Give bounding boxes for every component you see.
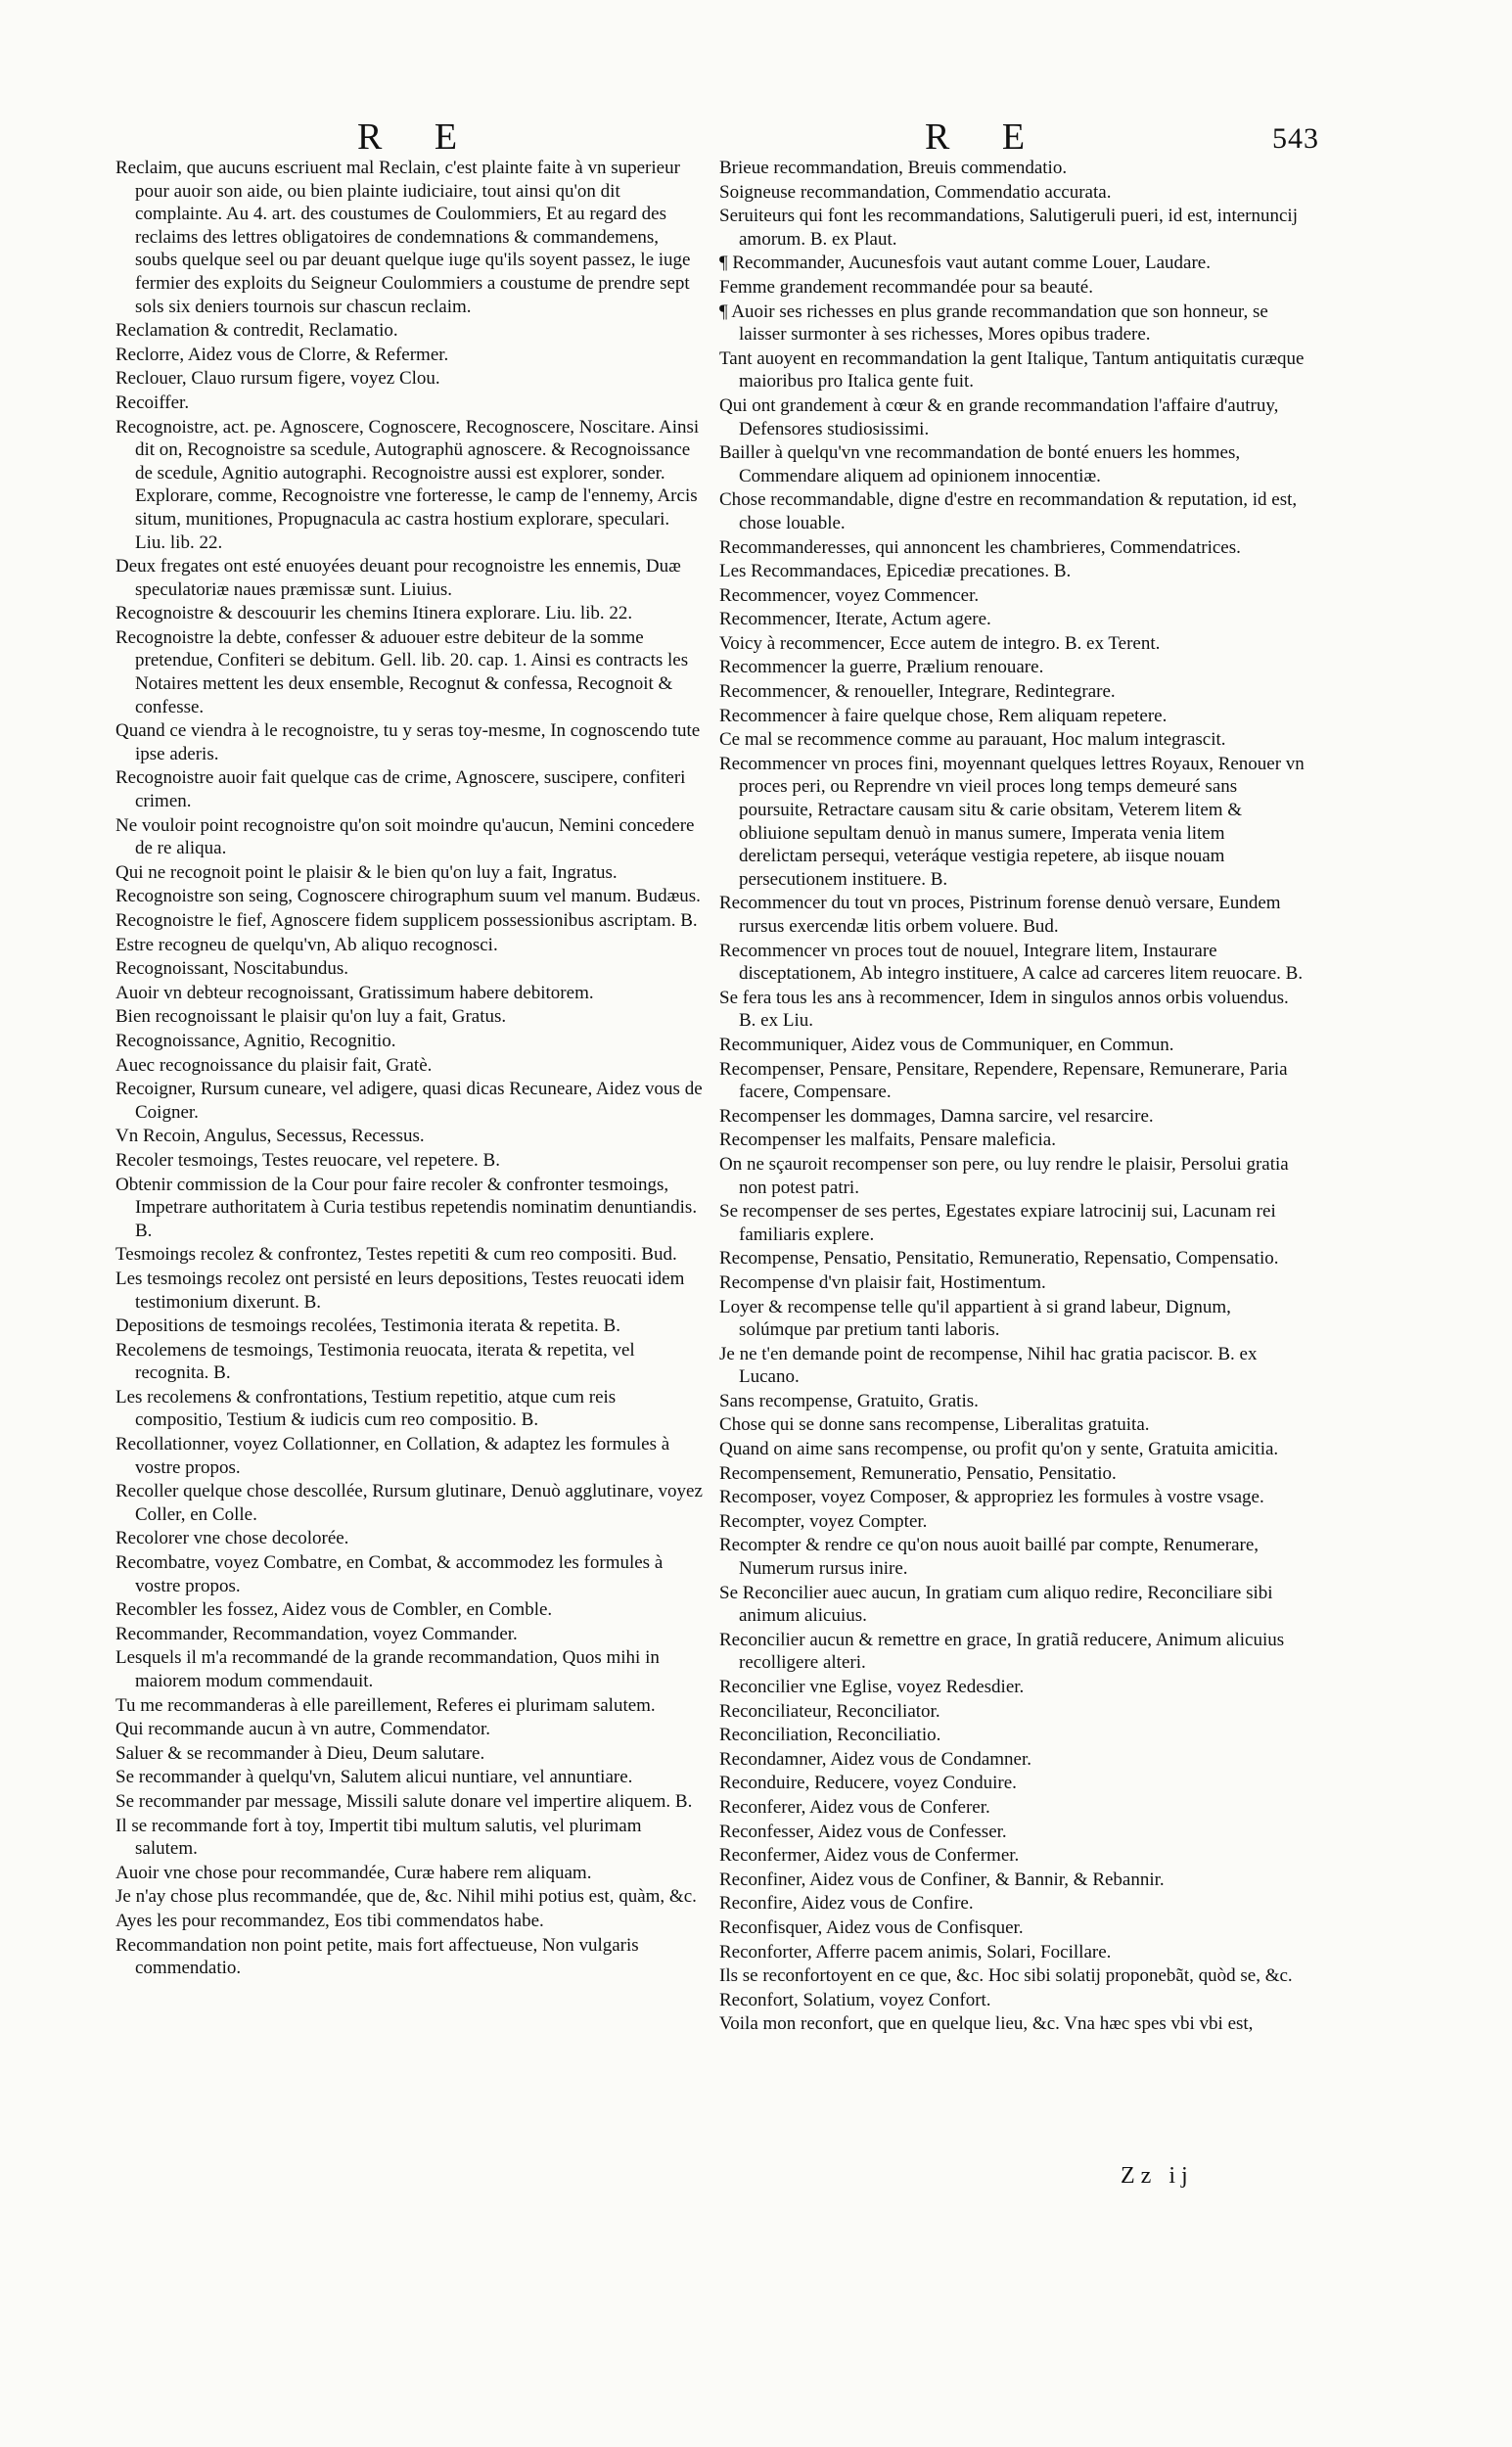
dictionary-entry: Tant auoyent en recommandation la gent Italique, Tantum antiquitatis curæque maioribus pro Italica gente fuit. <box>719 347 1305 392</box>
dictionary-entry: Recommencer, & renoueller, Integrare, Redintegrare. <box>719 681 1116 703</box>
dictionary-entry: Lesquels il m'a recommandé de la grande recommandation, Quos mihi in maiorem modum commendauit. <box>115 1647 660 1691</box>
dictionary-entry: Brieue recommandation, Breuis commendatio. <box>719 158 1068 178</box>
dictionary-entry: Deux fregates ont esté enuoyées deuant pour recognoistre les ennemis, Duæ speculatoriæ naues præmissæ sunt. Liuius. <box>115 556 681 600</box>
dictionary-entry: Ils se reconfortoyent en ce que, &c. Hoc sibi solatij proponebãt, quòd se, &c. <box>719 1965 1293 1987</box>
dictionary-entry: Recognoistre le fief, Agnoscere fidem supplicem possessionibus ascriptam. B. <box>115 910 698 931</box>
dictionary-entry: Bien recognoissant le plaisir qu'on luy a fait, Gratus. <box>115 1006 507 1028</box>
dictionary-entry: Recommuniquer, Aidez vous de Communiquer, en Commun. <box>719 1034 1174 1055</box>
dictionary-entry: Recognoistre & descouurir les chemins Itinera explorare. Liu. lib. 22. <box>115 603 633 624</box>
left-column <box>115 157 703 1981</box>
dictionary-entry: Recompter & rendre ce qu'on nous auoit baillé par compte, Renumerare, Numerum rursus inire. <box>719 1535 1260 1580</box>
dictionary-entry: Reclouer, Clauo rursum figere, voyez Clou. <box>115 368 440 390</box>
dictionary-entry: Chose qui se donne sans recompense, Liberalitas gratuita. <box>719 1414 1150 1436</box>
dictionary-entry: Reconfisquer, Aidez vous de Confisquer. <box>719 1916 1024 1938</box>
dictionary-entry: Qui ne recognoit point le plaisir & le bien qu'on luy a fait, Ingratus. <box>115 861 618 883</box>
dictionary-entry: Recognoistre, act. pe. Agnoscere, Cognoscere, Recognoscere, Noscitare. Ainsi dit on, Recognoistre sa scedule, Autographü agnoscere. & Recognoissance de scedule, Agnitio autographi. Recognoistre aussi est explorer, sonder. Explorare, comme, Recognoistre vne forteresse, le camp de l'ennemy, Arcis situm, munitiones, Propugnacula ac castra hostium explorare, speculari. Liu. lib. 22. <box>115 416 700 553</box>
dictionary-entry: Recognoistre la debte, confesser & aduouer estre debiteur de la somme pretendue, Confiteri se debitum. Gell. lib. 20. cap. 1. Ainsi es contracts les Notaires mettent les deux ensemble, Recognut & confessa, Recognoit & confesse. <box>115 626 689 717</box>
dictionary-entry: Voila mon reconfort, que en quelque lieu, &c. Vna hæc spes vbi vbi est, <box>719 2013 1254 2035</box>
dictionary-entry: Tesmoings recolez & confrontez, Testes repetiti & cum reo compositi. Bud. <box>115 1244 677 1266</box>
dictionary-entry: Recommander, Recommandation, voyez Commander. <box>115 1623 518 1644</box>
dictionary-entry: Recompenser, Pensare, Pensitare, Rependere, Repensare, Remunerare, Paria facere, Compensare. <box>719 1058 1288 1103</box>
dictionary-entry: Recombler les fossez, Aidez vous de Combler, en Comble. <box>115 1599 553 1621</box>
dictionary-entry: Auoir vn debteur recognoissant, Gratissimum habere debitorem. <box>115 982 594 1003</box>
signature-mark: Zz ij <box>1121 2163 1194 2189</box>
running-head-right: R E <box>925 116 1047 158</box>
dictionary-entry: Se fera tous les ans à recommencer, Idem in singulos annos orbis voluendus. B. ex Liu. <box>719 987 1289 1032</box>
dictionary-entry: Qui ont grandement à cœur & en grande recommandation l'affaire d'autruy, Defensores studiosissimi. <box>719 394 1279 439</box>
dictionary-entry: Recompense, Pensatio, Pensitatio, Remuneratio, Repensatio, Compensatio. <box>719 1248 1279 1270</box>
dictionary-entry: Reclamation & contredit, Reclamatio. <box>115 320 398 342</box>
dictionary-entry: Reconfesser, Aidez vous de Confesser. <box>719 1821 1007 1842</box>
dictionary-entry: Recommencer du tout vn proces, Pistrinum forense denuò versare, Eundem rursus exercendæ litis orbem voluere. Bud. <box>719 893 1281 937</box>
dictionary-entry: Il se recommande fort à toy, Impertit tibi multum salutis, vel plurimam salutem. <box>115 1815 642 1860</box>
dictionary-entry: Reconfiner, Aidez vous de Confiner, & Bannir, & Rebannir. <box>719 1869 1165 1890</box>
dictionary-entry: Depositions de tesmoings recolées, Testimonia iterata & repetita. B. <box>115 1316 620 1337</box>
dictionary-entry: Les recolemens & confrontations, Testium repetitio, atque cum reis compositio, Testium & iudicis cum reo compositio. B. <box>115 1386 617 1431</box>
dictionary-entry: Reconfort, Solatium, voyez Confort. <box>719 1989 991 2010</box>
page-number: 543 <box>1272 122 1319 155</box>
dictionary-entry: Loyer & recompense telle qu'il appartient à si grand labeur, Dignum, solúmque par pretium tanti laboris. <box>719 1296 1231 1341</box>
dictionary-entry: Reconciliation, Reconciliatio. <box>719 1725 941 1746</box>
dictionary-entry: Tu me recommanderas à elle pareillement, Referes ei plurimam salutem. <box>115 1694 656 1716</box>
dictionary-entry: Recommencer, Iterate, Actum agere. <box>719 609 991 630</box>
dictionary-entry: Reconciliateur, Reconciliator. <box>719 1700 940 1722</box>
dictionary-entry: Reconfermer, Aidez vous de Confermer. <box>719 1845 1020 1867</box>
dictionary-entry: Se Reconcilier auec aucun, In gratiam cum aliquo redire, Reconciliare sibi animum alicuius. <box>719 1582 1273 1627</box>
dictionary-entry: Recombatre, voyez Combatre, en Combat, & accommodez les formules à vostre propos. <box>115 1552 664 1596</box>
dictionary-entry: Recompenser les malfaits, Pensare maleficia. <box>719 1130 1056 1151</box>
dictionary-entry: Estre recogneu de quelqu'vn, Ab aliquo recognosci. <box>115 934 498 955</box>
dictionary-entry: ¶ Recommander, Aucunesfois vaut autant comme Louer, Laudare. <box>719 253 1211 274</box>
dictionary-entry: Reconcilier vne Eglise, voyez Redesdier. <box>719 1677 1025 1697</box>
right-column <box>719 157 1306 2037</box>
dictionary-entry: On ne sçauroit recompenser son pere, ou luy rendre le plaisir, Persolui gratia non potest patri. <box>719 1153 1289 1198</box>
dictionary-entry: Quand on aime sans recompense, ou profit qu'on y sente, Gratuita amicitia. <box>719 1439 1279 1460</box>
dictionary-entry: Recommencer la guerre, Prælium renouare. <box>719 657 1044 678</box>
dictionary-entry: Recoigner, Rursum cuneare, vel adigere, quasi dicas Recuneare, Aidez vous de Coigner. <box>115 1079 703 1123</box>
dictionary-entry: Ce mal se recommence comme au parauant, Hoc malum integrascit. <box>719 729 1226 751</box>
dictionary-entry: Je ne t'en demande point de recompense, Nihil hac gratia paciscor. B. ex Lucano. <box>719 1343 1258 1388</box>
dictionary-entry: Recompenser les dommages, Damna sarcire, vel resarcire. <box>719 1105 1154 1127</box>
dictionary-entry: Recommencer vn proces tout de nouuel, Integrare litem, Instaurare disceptationem, Ab integro instituere, A calce ad carceres litem reuocare. B. <box>719 940 1304 985</box>
dictionary-entry: Soigneuse recommandation, Commendatio accurata. <box>719 181 1112 203</box>
dictionary-entry: Recolemens de tesmoings, Testimonia reuocata, iterata & repetita, vel recognita. B. <box>115 1339 635 1384</box>
dictionary-entry: Recommencer à faire quelque chose, Rem aliquam repetere. <box>719 705 1168 726</box>
dictionary-entry: Recompter, voyez Compter. <box>719 1510 928 1532</box>
dictionary-entry: Recomposer, voyez Composer, & appropriez les formules à vostre vsage. <box>719 1487 1264 1508</box>
dictionary-entry: Voicy à recommencer, Ecce autem de integro. B. ex Terent. <box>719 632 1161 654</box>
dictionary-entry: Se recommander à quelqu'vn, Salutem alicui nuntiare, vel annuntiare. <box>115 1767 633 1788</box>
dictionary-entry: Reconfire, Aidez vous de Confire. <box>719 1893 974 1915</box>
dictionary-entry: Je n'ay chose plus recommandée, que de, &c. Nihil mihi potius est, quàm, &c. <box>115 1886 697 1908</box>
dictionary-entry: Recommencer vn proces fini, moyennant quelques lettres Royaux, Renouer vn proces peri, ou Reprendre vn vieil proces long temps demeuré sans poursuite, Retractare causam situ & carie obsitam, Veterem litem & obliuione sepultam denuò in manus sumere, Imperata venia litem derelictam persequi, veteráque vestigia repetere, ab iisque nouam persecutionem instituere. B. <box>719 753 1305 890</box>
dictionary-entry: Femme grandement recommandée pour sa beauté. <box>719 276 1093 298</box>
running-head-left: R E <box>357 116 480 158</box>
dictionary-entry: Ayes les pour recommandez, Eos tibi commendatos habe. <box>115 1910 544 1931</box>
dictionary-entry: Reconcilier aucun & remettre en grace, In gratiã reducere, Animum alicuius recolligere alteri. <box>719 1629 1285 1674</box>
dictionary-entry: Recommandation non point petite, mais fort affectueuse, Non vulgaris commendatio. <box>115 1934 639 1979</box>
dictionary-entry: Saluer & se recommander à Dieu, Deum salutare. <box>115 1742 485 1764</box>
dictionary-entry: Se recompenser de ses pertes, Egestates expiare latrocinij sui, Lacunam rei familiaris explere. <box>719 1201 1276 1245</box>
dictionary-entry: Reclorre, Aidez vous de Clorre, & Refermer. <box>115 344 449 365</box>
dictionary-entry: Quand ce viendra à le recognoistre, tu y seras toy-mesme, In cognoscendo tute ipse aderis. <box>115 720 701 764</box>
dictionary-entry: Chose recommandable, digne d'estre en recommandation & reputation, id est, chose louable. <box>719 489 1298 533</box>
dictionary-entry: Reconduire, Reducere, voyez Conduire. <box>719 1773 1017 1794</box>
dictionary-entry: Recoler tesmoings, Testes reuocare, vel repetere. B. <box>115 1149 500 1171</box>
dictionary-entry: Recoller quelque chose descollée, Rursum glutinare, Denuò agglutinare, voyez Coller, en Colle. <box>115 1481 703 1525</box>
dictionary-entry: Qui recommande aucun à vn autre, Commendator. <box>115 1719 491 1740</box>
dictionary-entry: Se recommander par message, Missili salute donare vel impertire aliquem. B. <box>115 1790 693 1812</box>
dictionary-entry: Reclaim, que aucuns escriuent mal Reclain, c'est plainte faite à vn superieur pour auoir son aide, ou bien plainte iudiciaire, tout ainsi qu'on dit complainte. Au 4. art. des coustumes de Coulommiers, Et au regard des reclaims des lettres obligatoires de condemnations & commandemens, soubs quelque seel ou par deuant quelque iuge qu'ils soyent passez, le iuge fermier des exploits du Seigneur Coulommiers a coustume de prendre sept sols six deniers tournois sur chascun reclaim. <box>115 158 691 317</box>
dictionary-entry: Bailler à quelqu'vn vne recommandation de bonté enuers les hommes, Commendare aliquem ad opinionem innocentiæ. <box>719 442 1241 486</box>
dictionary-entry: Recolorer vne chose decolorée. <box>115 1528 349 1549</box>
dictionary-entry: Les tesmoings recolez ont persisté en leurs depositions, Testes reuocati idem testimonium dixerunt. B. <box>115 1268 685 1313</box>
dictionary-entry: Recondamner, Aidez vous de Condamner. <box>719 1748 1031 1770</box>
dictionary-entry: Sans recompense, Gratuito, Gratis. <box>719 1390 979 1411</box>
dictionary-entry: Recognoistre son seing, Cognoscere chirographum suum vel manum. Budæus. <box>115 886 701 907</box>
dictionary-entry: Obtenir commission de la Cour pour faire recoler & confronter tesmoings, Impetrare authoritatem à Curia testibus repetendis nominatim denuntiandis. B. <box>115 1174 698 1241</box>
dictionary-entry: ¶ Auoir ses richesses en plus grande recommandation que son honneur, se laisser surmonter à ses richesses, Mores opibus tradere. <box>719 300 1268 346</box>
dictionary-entry: Ne vouloir point recognoistre qu'on soit moindre qu'aucun, Nemini concedere de re aliqua. <box>115 814 695 859</box>
dictionary-entry: Vn Recoin, Angulus, Secessus, Recessus. <box>115 1126 425 1147</box>
dictionary-entry: Recognoissant, Noscitabundus. <box>115 958 349 980</box>
dictionary-entry: Recollationner, voyez Collationner, en Collation, & adaptez les formules à vostre propos. <box>115 1434 670 1478</box>
dictionary-entry: Recommencer, voyez Commencer. <box>719 584 980 606</box>
dictionary-entry: Recognoistre auoir fait quelque cas de crime, Agnoscere, suscipere, confiteri crimen. <box>115 767 686 812</box>
dictionary-entry: Auec recognoissance du plaisir fait, Gratè. <box>115 1054 433 1076</box>
dictionary-entry: Reconferer, Aidez vous de Conferer. <box>719 1796 990 1818</box>
dictionary-entry: Recompense d'vn plaisir fait, Hostimentum. <box>719 1271 1046 1293</box>
dictionary-entry: Recoiffer. <box>115 392 190 413</box>
dictionary-entry: Reconforter, Afferre pacem animis, Solari, Focillare. <box>719 1941 1112 1962</box>
dictionary-entry: Recompensement, Remuneratio, Pensatio, Pensitatio. <box>719 1462 1117 1484</box>
dictionary-entry: Seruiteurs qui font les recommandations, Salutigeruli pueri, id est, internuncij amorum. B. ex Plaut. <box>719 206 1298 250</box>
dictionary-entry: Recognoissance, Agnitio, Recognitio. <box>115 1030 396 1051</box>
dictionary-entry: Les Recommandaces, Epicediæ precationes. B. <box>719 561 1072 582</box>
dictionary-entry: Auoir vne chose pour recommandée, Curæ habere rem aliquam. <box>115 1862 592 1883</box>
dictionary-entry: Recommanderesses, qui annoncent les chambrieres, Commendatrices. <box>719 536 1241 558</box>
